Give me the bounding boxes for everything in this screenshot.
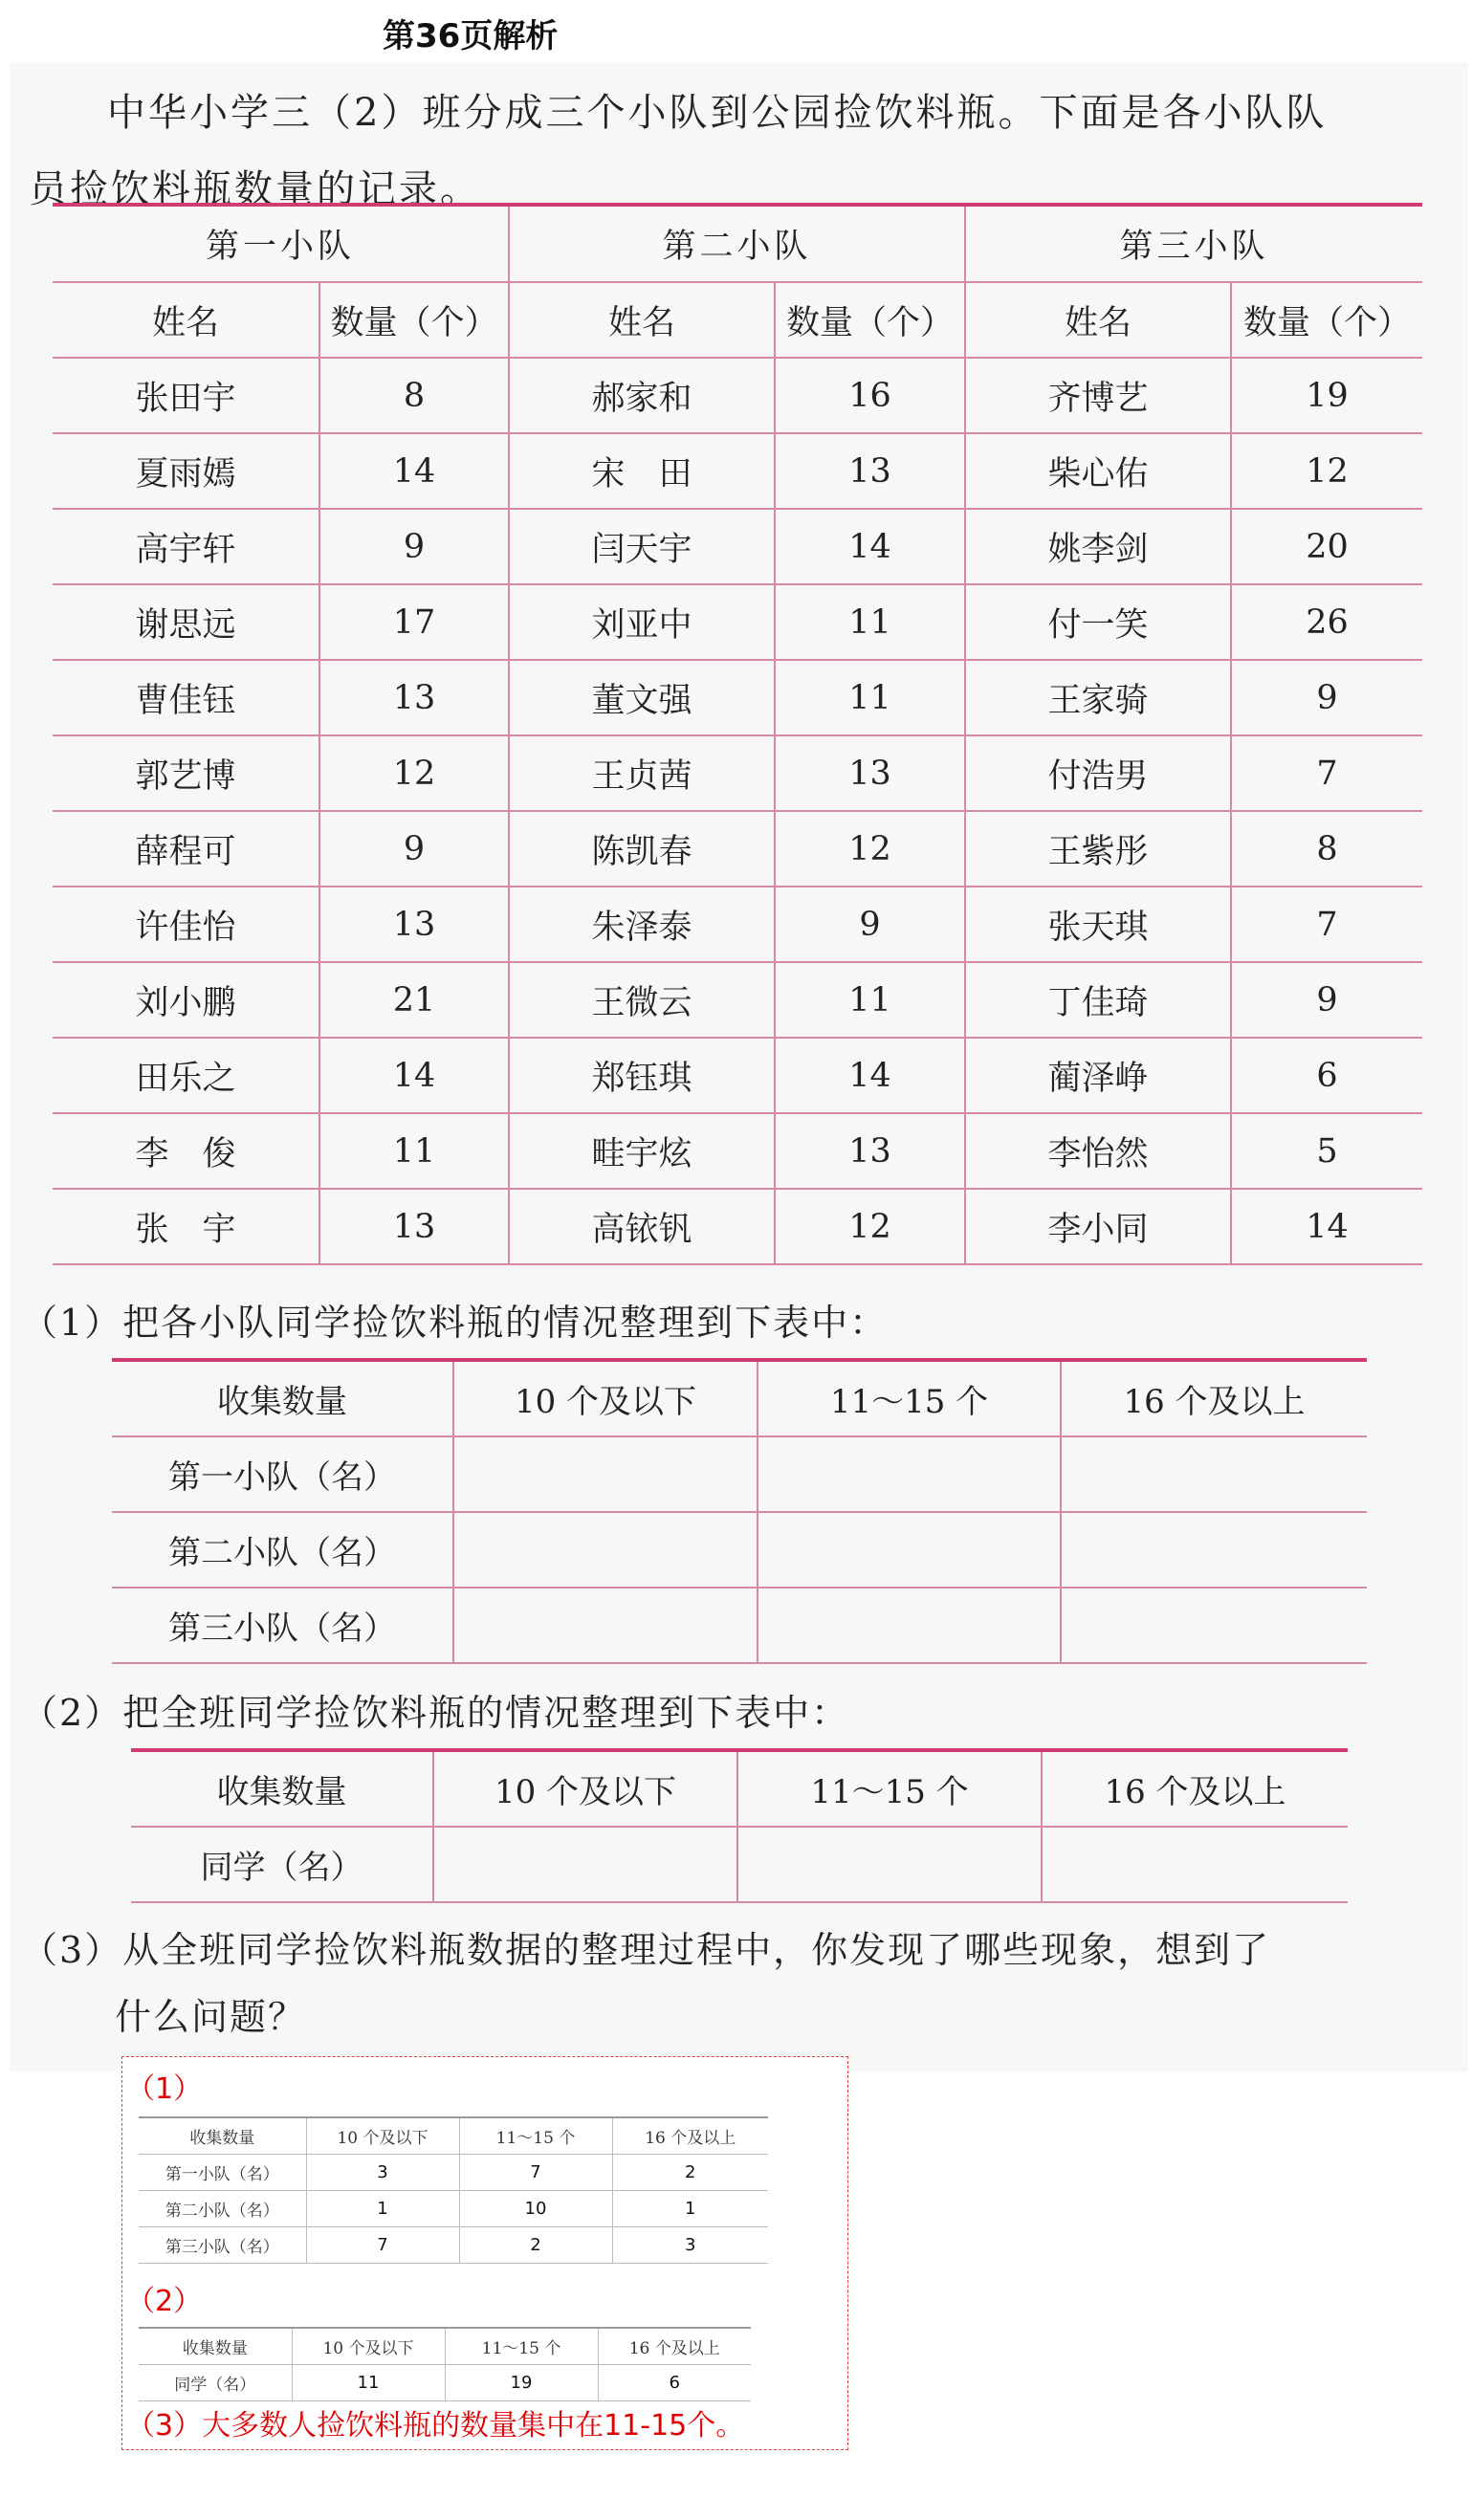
student-name: 郝家和 [509,358,775,433]
question-3-line-1: （3）从全班同学捡饮料瓶数据的整理过程中，你发现了哪些现象，想到了 [21,1929,1271,1971]
blank-cell[interactable] [1061,1436,1367,1512]
a2-header: 11～15 个 [445,2328,598,2365]
a2-header: 10 个及以下 [292,2328,445,2365]
record-row [53,358,1422,433]
student-name: 柴心佑 [965,433,1231,509]
bottle-count: 11 [775,962,965,1038]
student-name: 郑钰琪 [509,1038,775,1113]
bottle-count: 12 [319,735,509,811]
q2-row-label: 同学（名） [131,1827,433,1902]
team-2-header: 第二小队 [509,205,965,282]
a1-value: 2 [459,2227,612,2264]
answer-label-2: （2） [126,2285,203,2318]
student-name: 王微云 [509,962,775,1038]
a1-header: 16 个及以上 [612,2117,768,2155]
blank-cell[interactable] [453,1512,758,1588]
blank-cell[interactable] [453,1436,758,1512]
intro-line-1: 中华小学三（2）班分成三个小队到公园捡饮料瓶。下面是各小队队 [107,91,1328,135]
bottle-count: 16 [775,358,965,433]
a2-value: 11 [292,2365,445,2401]
bottle-count: 13 [775,1113,965,1189]
answer-table-2 [139,2327,751,2401]
q1-row-label: 第一小队（名） [112,1436,453,1512]
student-name: 张 宇 [53,1189,319,1264]
a1-value: 1 [612,2191,768,2227]
q2-header-mid: 11～15 个 [737,1750,1042,1827]
student-name: 闫天宇 [509,509,775,584]
record-row [53,887,1422,962]
bottle-count: 12 [775,1189,965,1264]
blank-cell[interactable] [737,1827,1042,1902]
a1-header: 收集数量 [139,2117,306,2155]
a1-value: 7 [459,2155,612,2191]
record-row [53,1038,1422,1113]
student-name: 刘亚中 [509,584,775,660]
col-name: 姓名 [509,282,775,358]
blank-cell[interactable] [1061,1588,1367,1663]
answer-label-3: （3）大多数人捡饮料瓶的数量集中在11-15个。 [126,2409,745,2443]
col-count: 数量（个） [319,282,509,358]
student-name: 田乐之 [53,1038,319,1113]
student-name: 付一笑 [965,584,1231,660]
q1-row-label: 第三小队（名） [112,1588,453,1663]
intro-line-2: 员捡饮料瓶数量的记录。 [29,167,481,211]
bottle-count: 9 [319,811,509,887]
bottle-count: 26 [1231,584,1422,660]
record-row [53,811,1422,887]
student-name: 王家骑 [965,660,1231,735]
a1-value: 3 [306,2155,459,2191]
bottle-count: 13 [319,1189,509,1264]
student-name: 丁佳琦 [965,962,1231,1038]
a1-value: 2 [612,2155,768,2191]
col-count: 数量（个） [1231,282,1422,358]
col-count: 数量（个） [775,282,965,358]
bottle-count: 21 [319,962,509,1038]
record-row [53,1189,1422,1264]
q1-row-label: 第二小队（名） [112,1512,453,1588]
a1-row-label: 第二小队（名） [139,2191,306,2227]
blank-cell[interactable] [1042,1827,1348,1902]
record-table [53,203,1422,1265]
student-name: 高宇轩 [53,509,319,584]
bottle-count: 13 [319,660,509,735]
bottle-count: 9 [775,887,965,962]
q1-table [112,1358,1367,1664]
bottle-count: 8 [319,358,509,433]
student-name: 朱泽泰 [509,887,775,962]
student-name: 李小同 [965,1189,1231,1264]
student-name: 畦宇炫 [509,1113,775,1189]
a1-value: 3 [612,2227,768,2264]
bottle-count: 14 [775,509,965,584]
blank-cell[interactable] [758,1436,1061,1512]
a2-row-label: 同学（名） [139,2365,292,2401]
student-name: 许佳怡 [53,887,319,962]
student-name: 曹佳钰 [53,660,319,735]
q1-header-low: 10 个及以下 [453,1360,758,1436]
col-name: 姓名 [965,282,1231,358]
bottle-count: 14 [319,1038,509,1113]
bottle-count: 6 [1231,1038,1422,1113]
bottle-count: 9 [319,509,509,584]
page-title: 第36页解析 [383,17,559,55]
bottle-count: 14 [775,1038,965,1113]
student-name: 夏雨嫣 [53,433,319,509]
a1-header: 10 个及以下 [306,2117,459,2155]
record-row [53,735,1422,811]
bottle-count: 12 [775,811,965,887]
bottle-count: 11 [775,660,965,735]
bottle-count: 7 [1231,887,1422,962]
q1-header-label: 收集数量 [112,1360,453,1436]
record-row [53,660,1422,735]
bottle-count: 9 [1231,962,1422,1038]
student-name: 刘小鹏 [53,962,319,1038]
student-name: 宋 田 [509,433,775,509]
student-name: 王贞茜 [509,735,775,811]
bottle-count: 9 [1231,660,1422,735]
student-name: 陈凯春 [509,811,775,887]
bottle-count: 20 [1231,509,1422,584]
student-name: 郭艺博 [53,735,319,811]
bottle-count: 11 [319,1113,509,1189]
record-row [53,1113,1422,1189]
team-3-header: 第三小队 [965,205,1422,282]
a1-row-label: 第三小队（名） [139,2227,306,2264]
blank-cell[interactable] [758,1588,1061,1663]
bottle-count: 11 [775,584,965,660]
blank-cell[interactable] [453,1588,758,1663]
bottle-count: 19 [1231,358,1422,433]
a2-header: 16 个及以上 [598,2328,751,2365]
a2-value: 19 [445,2365,598,2401]
bottle-count: 14 [319,433,509,509]
question-3-line-2: 什么问题？ [115,1996,307,2038]
bottle-count: 7 [1231,735,1422,811]
record-row [53,433,1422,509]
bottle-count: 17 [319,584,509,660]
bottle-count: 14 [1231,1189,1422,1264]
q2-header-high: 16 个及以上 [1042,1750,1348,1827]
student-name: 姚李剑 [965,509,1231,584]
student-name: 董文强 [509,660,775,735]
student-name: 张田宇 [53,358,319,433]
student-name: 谢思远 [53,584,319,660]
question-2: （2）把全班同学捡饮料瓶的情况整理到下表中： [21,1692,850,1734]
bottle-count: 13 [319,887,509,962]
q1-header-high: 16 个及以上 [1061,1360,1367,1436]
record-row [53,509,1422,584]
blank-cell[interactable] [758,1512,1061,1588]
a1-header: 11～15 个 [459,2117,612,2155]
student-name: 薛程可 [53,811,319,887]
question-1: （1）把各小队同学捡饮料瓶的情况整理到下表中： [21,1302,889,1344]
record-row [53,962,1422,1038]
bottle-count: 8 [1231,811,1422,887]
bottle-count: 12 [1231,433,1422,509]
a2-value: 6 [598,2365,751,2401]
answer-box [121,2056,848,2450]
team-1-header: 第一小队 [53,205,509,282]
q2-header-low: 10 个及以下 [433,1750,737,1827]
a1-row-label: 第一小队（名） [139,2155,306,2191]
student-name: 齐博艺 [965,358,1231,433]
a1-value: 7 [306,2227,459,2264]
q2-header-label: 收集数量 [131,1750,433,1827]
blank-cell[interactable] [433,1827,737,1902]
q2-table [131,1748,1348,1903]
bottle-count: 13 [775,735,965,811]
answer-label-1: （1） [126,2072,203,2106]
student-name: 高铱钒 [509,1189,775,1264]
student-name: 张天琪 [965,887,1231,962]
bottle-count: 5 [1231,1113,1422,1189]
answer-table-1 [139,2116,768,2264]
student-name: 李 俊 [53,1113,319,1189]
record-row [53,584,1422,660]
student-name: 王紫彤 [965,811,1231,887]
student-name: 付浩男 [965,735,1231,811]
col-name: 姓名 [53,282,319,358]
a1-value: 1 [306,2191,459,2227]
a1-value: 10 [459,2191,612,2227]
student-name: 蔺泽峥 [965,1038,1231,1113]
student-name: 李怡然 [965,1113,1231,1189]
record-rows [53,358,1422,1264]
blank-cell[interactable] [1061,1512,1367,1588]
a2-header: 收集数量 [139,2328,292,2365]
q1-header-mid: 11～15 个 [758,1360,1061,1436]
bottle-count: 13 [775,433,965,509]
